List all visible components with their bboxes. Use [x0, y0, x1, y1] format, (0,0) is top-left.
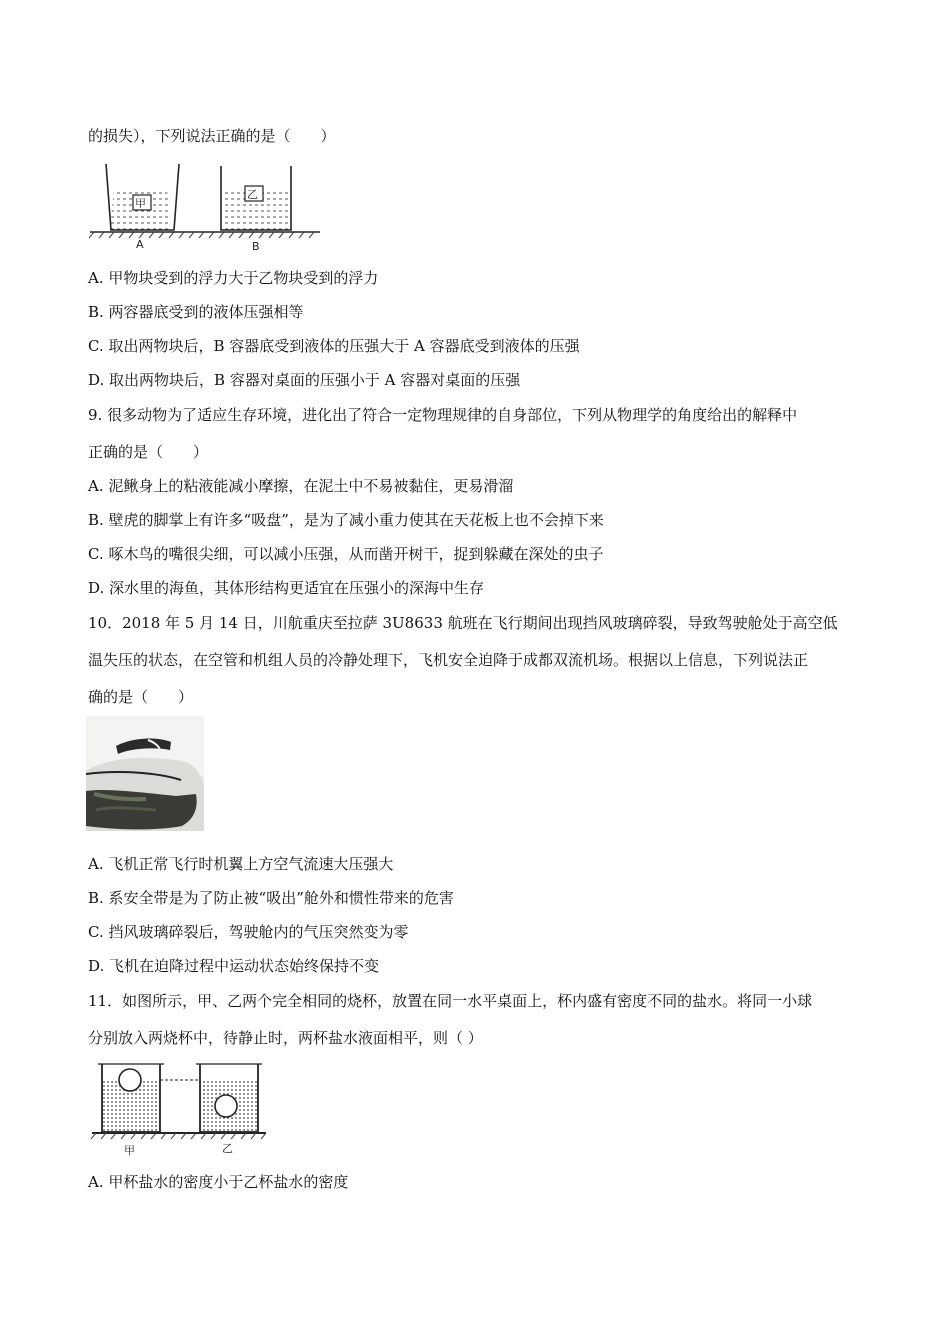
q10-option-c: C. 挡风玻璃碎裂后，驾驶舱内的气压突然变为零	[88, 923, 409, 941]
q10-option-b: B. 系安全带是为了防止被“吸出”舱外和惯性带来的危害	[88, 889, 454, 907]
q10-stem-line3: 确的是（ ）	[88, 688, 194, 706]
question-8-stem-end: 的损失），下列说法正确的是（ ）	[88, 127, 336, 145]
q10-option-a: A. 飞机正常飞行时机翼上方空气流速大压强大	[88, 855, 394, 873]
q10-option-d: D. 飞机在迫降过程中运动状态始终保持不变	[88, 957, 380, 975]
q10-stem-line2: 温失压的状态，在空管和机组人员的冷静处理下，飞机安全迫降于成都双流机场。根据以上信息，下列说法正	[88, 651, 809, 669]
airplane-photo	[86, 716, 204, 831]
q11-stem-line1: 11．如图所示，甲、乙两个完全相同的烧杯，放置在同一水平桌面上，杯内盛有密度不同的盐水。将同一小球	[88, 992, 813, 1010]
q8-option-d: D. 取出两物块后，B 容器对桌面的压强小于 A 容器对桌面的压强	[88, 371, 521, 389]
q9-option-d: D. 深水里的海鱼，其体形结构更适宜在压强小的深海中生存	[88, 579, 485, 597]
q9-option-b: B. 壁虎的脚掌上有许多“吸盘”，是为了减小重力使其在天花板上也不会掉下来	[88, 511, 604, 529]
q9-stem-line2: 正确的是（ ）	[88, 443, 209, 461]
block-b-label: 乙	[247, 188, 258, 201]
q8-option-a: A. 甲物块受到的浮力大于乙物块受到的浮力	[88, 269, 379, 287]
block-a-label: 甲	[135, 197, 146, 210]
q9-stem-line1: 9. 很多动物为了适应生存环境，进化出了符合一定物理规律的自身部位，下列从物理学的角度给出的解释中	[88, 406, 798, 424]
q8-option-b: B. 两容器底受到的液体压强相等	[88, 303, 304, 321]
containers-figure	[86, 160, 326, 260]
beaker-b-label: 乙	[222, 1142, 233, 1155]
beakers-figure	[86, 1060, 270, 1160]
q8-option-c: C. 取出两物块后，B 容器底受到液体的压强大于 A 容器底受到液体的压强	[88, 337, 580, 355]
beaker-a-label: 甲	[124, 1144, 135, 1157]
q9-option-a: A. 泥鳅身上的粘液能减小摩擦，在泥土中不易被黏住，更易滑溜	[88, 477, 514, 495]
container-b-label: B	[252, 240, 260, 253]
q9-option-c: C. 啄木鸟的嘴很尖细，可以减小压强，从而凿开树干，捉到躲藏在深处的虫子	[88, 545, 604, 563]
q10-stem-line1: 10．2018 年 5 月 14 日，川航重庆至拉萨 3U8633 航班在飞行期间出现挡风玻璃碎裂，导致驾驶舱处于高空低	[88, 614, 838, 632]
q11-stem-line2: 分别放入两烧杯中，待静止时，两杯盐水液面相平，则（ ）	[88, 1029, 483, 1047]
q11-option-a: A. 甲杯盐水的密度小于乙杯盐水的密度	[88, 1173, 349, 1191]
container-a-label: A	[136, 238, 144, 251]
